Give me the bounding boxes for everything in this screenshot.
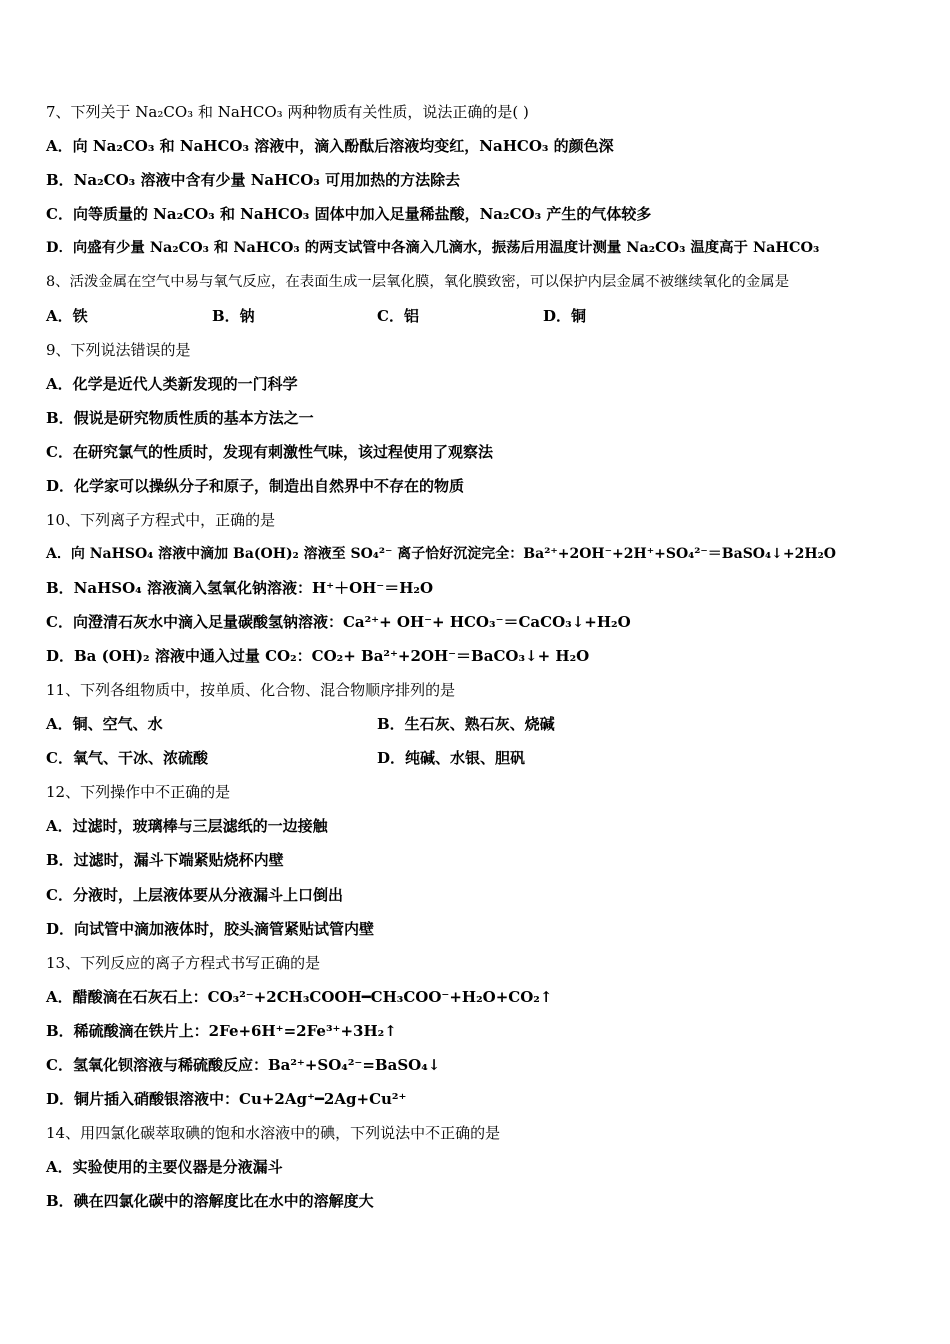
- question-8-stem: 8、活泼金属在空气中易与氧气反应，在表面生成一层氧化膜，氧化膜致密，可以保护内层金属不被继续氧化的金属是: [46, 274, 790, 290]
- question-13-option-d: D．铜片插入硝酸银溶液中：Cu+2Ag⁺━2Ag+Cu²⁺: [46, 1090, 407, 1108]
- question-11-option-b: B．生石灰、熟石灰、烧碱: [377, 715, 555, 733]
- question-12-option-d: D．向试管中滴加液体时，胶头滴管紧贴试管内壁: [46, 920, 375, 938]
- question-8-option-d: D．铜: [543, 307, 587, 325]
- question-11-stem: 11、下列各组物质中，按单质、化合物、混合物顺序排列的是: [46, 681, 456, 699]
- question-10-option-a: A．向 NaHSO₄ 溶液中滴加 Ba(OH)₂ 溶液至 SO₄²⁻ 离子恰好沉淀完全：Ba²⁺+2OH⁻+2H⁺+SO₄²⁻＝BaSO₄↓+2H₂O: [46, 546, 836, 562]
- question-13-option-a: A．醋酸滴在石灰石上：CO₃²⁻+2CH₃COOH━CH₃COO⁻+H₂O+CO₂↑: [46, 988, 553, 1006]
- question-14-option-a: A．实验使用的主要仪器是分液漏斗: [46, 1158, 283, 1176]
- question-13-option-c: C．氢氧化钡溶液与稀硫酸反应：Ba²⁺+SO₄²⁻=BaSO₄↓: [46, 1056, 441, 1074]
- question-13-stem: 13、下列反应的离子方程式书写正确的是: [46, 954, 321, 972]
- question-14-stem: 14、用四氯化碳萃取碘的饱和水溶液中的碘，下列说法中不正确的是: [46, 1124, 501, 1142]
- question-7-option-c: C．向等质量的 Na₂CO₃ 和 NaHCO₃ 固体中加入足量稀盐酸，Na₂CO₃ 产生的气体较多: [46, 205, 652, 223]
- question-9-option-c: C．在研究氯气的性质时，发现有刺激性气味，该过程使用了观察法: [46, 443, 493, 461]
- question-7-stem: 7、下列关于 Na₂CO₃ 和 NaHCO₃ 两种物质有关性质，说法正确的是( ): [46, 103, 529, 121]
- question-14-option-b: B．碘在四氯化碳中的溶解度比在水中的溶解度大: [46, 1192, 374, 1210]
- question-12-option-a: A．过滤时，玻璃棒与三层滤纸的一边接触: [46, 817, 328, 835]
- question-11-option-d: D．纯碱、水银、胆矾: [377, 749, 526, 767]
- question-13-option-b: B．稀硫酸滴在铁片上：2Fe+6H⁺=2Fe³⁺+3H₂↑: [46, 1022, 397, 1040]
- question-12-option-c: C．分液时，上层液体要从分液漏斗上口倒出: [46, 886, 343, 904]
- question-8-option-a: A．铁: [46, 307, 88, 325]
- question-12-stem: 12、下列操作中不正确的是: [46, 783, 231, 801]
- question-9-stem: 9、下列说法错误的是: [46, 341, 191, 359]
- question-11-option-c: C．氧气、干冰、浓硫酸: [46, 749, 208, 767]
- question-9-option-d: D．化学家可以操纵分子和原子，制造出自然界中不存在的物质: [46, 477, 465, 495]
- question-8-option-b: B．钠: [212, 307, 255, 325]
- question-7-option-d: D．向盛有少量 Na₂CO₃ 和 NaHCO₃ 的两支试管中各滴入几滴水，振荡后用温度计测量 Na₂CO₃ 温度高于 NaHCO₃: [46, 239, 820, 256]
- question-8-option-c: C．铝: [377, 307, 419, 325]
- question-9-option-a: A．化学是近代人类新发现的一门科学: [46, 375, 298, 393]
- question-9-option-b: B．假说是研究物质性质的基本方法之一: [46, 409, 314, 427]
- question-7-option-a: A．向 Na₂CO₃ 和 NaHCO₃ 溶液中，滴入酚酞后溶液均变红，NaHCO₃ 的颜色深: [46, 137, 614, 155]
- question-12-option-b: B．过滤时，漏斗下端紧贴烧杯内壁: [46, 851, 284, 869]
- question-7-option-b: B．Na₂CO₃ 溶液中含有少量 NaHCO₃ 可用加热的方法除去: [46, 171, 461, 189]
- question-10-option-d: D．Ba (OH)₂ 溶液中通入过量 CO₂：CO₂+ Ba²⁺+2OH⁻＝BaCO₃↓+ H₂O: [46, 647, 590, 665]
- question-10-option-c: C．向澄清石灰水中滴入足量碳酸氢钠溶液：Ca²⁺+ OH⁻+ HCO₃⁻＝CaCO₃↓+H₂O: [46, 613, 631, 631]
- question-10-option-b: B．NaHSO₄ 溶液滴入氢氧化钠溶液：H⁺＋OH⁻＝H₂O: [46, 579, 434, 597]
- question-10-stem: 10、下列离子方程式中，正确的是: [46, 511, 276, 529]
- question-11-option-a: A．铜、空气、水: [46, 715, 163, 733]
